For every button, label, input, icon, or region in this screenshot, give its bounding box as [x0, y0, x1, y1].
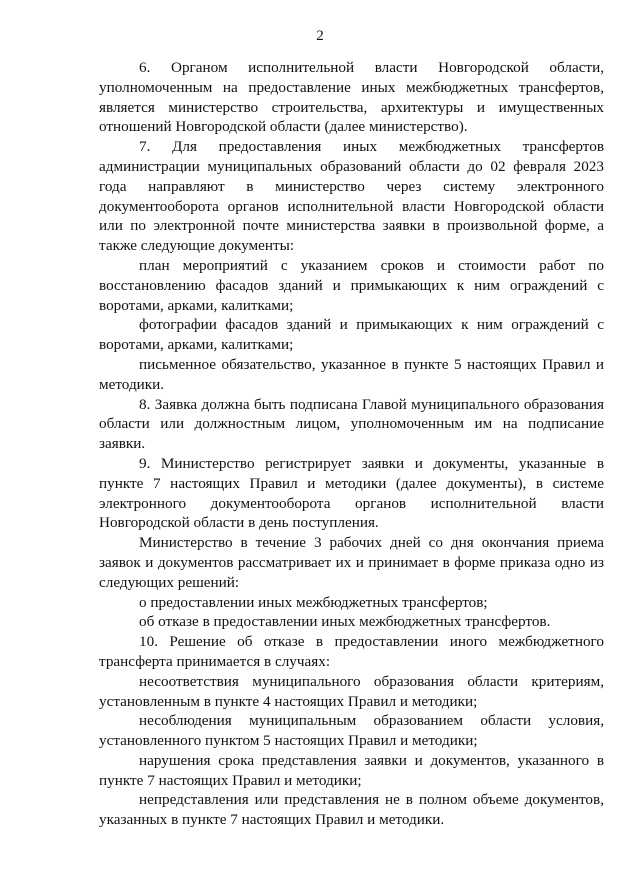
list-item-photos: фотографии фасадов зданий и примыкающих к ним ограждений с воротами, арками, калитками;: [99, 316, 604, 354]
paragraph-9: 9. Министерство регистрирует заявки и документы, указанные в пункте 7 настоящих Правил и методики (далее документы), в системе электронного документооборота органов исполнительной власти Новгородской области в день поступления.: [99, 454, 604, 532]
list-item-plan: план мероприятий с указанием сроков и стоимости работ по восстановлению фасадов зданий и примыкающих к ним ограждений с воротами, арками, калитками;: [99, 256, 604, 314]
paragraph-9-review: Министерство в течение 3 рабочих дней со дня окончания приема заявок и документов рассматривает их и принимает в форме приказа одно из следующих решений:: [99, 534, 604, 591]
list-item-obligation: письменное обязательство, указанное в пункте 5 настоящих Правил и методики.: [99, 355, 604, 393]
decision-grant: о предоставлении иных межбюджетных трансфертов;: [139, 593, 488, 611]
paragraph-7: 7. Для предоставления иных межбюджетных трансфертов администрации муниципальных образований области до 02 февраля 2023 года направляют в министерство через систему электронного документооборота органов исполнительной власти Новгородской области или по электронной почте министерства заявки в произвольной форме, а также следующие документы:: [99, 138, 604, 255]
refusal-case-condition: несоблюдения муниципальным образованием области условия, установленного пунктом 5 настоящих Правил и методики;: [99, 712, 604, 750]
paragraph-6: 6. Органом исполнительной власти Новгородской области, уполномоченным на предоставление иных межбюджетных трансфертов, является министерство строительства, архитектуры и имущественных отношений Новгородской области (далее министерство).: [99, 59, 604, 136]
document-body: [99, 58, 604, 830]
page-number: 2: [316, 28, 324, 44]
refusal-case-incomplete: непредставления или представления не в полном объеме документов, указанных в пункте 7 настоящих Правил и методики.: [99, 791, 604, 829]
decision-refuse: об отказе в предоставлении иных межбюджетных трансфертов.: [139, 613, 551, 631]
paragraph-8: 8. Заявка должна быть подписана Главой муниципального образования области или должностным лицом, уполномоченным им на подписание заявки.: [99, 395, 604, 453]
refusal-case-criteria: несоответствия муниципального образования области критериям, установленным в пункте 4 настоящих Правил и методики;: [99, 672, 604, 710]
paragraph-10: 10. Решение об отказе в предоставлении иного межбюджетного трансферта принимается в случаях:: [99, 633, 604, 670]
refusal-case-deadline: нарушения срока представления заявки и документов, указанного в пункте 7 настоящих Правил и методики;: [99, 751, 604, 789]
